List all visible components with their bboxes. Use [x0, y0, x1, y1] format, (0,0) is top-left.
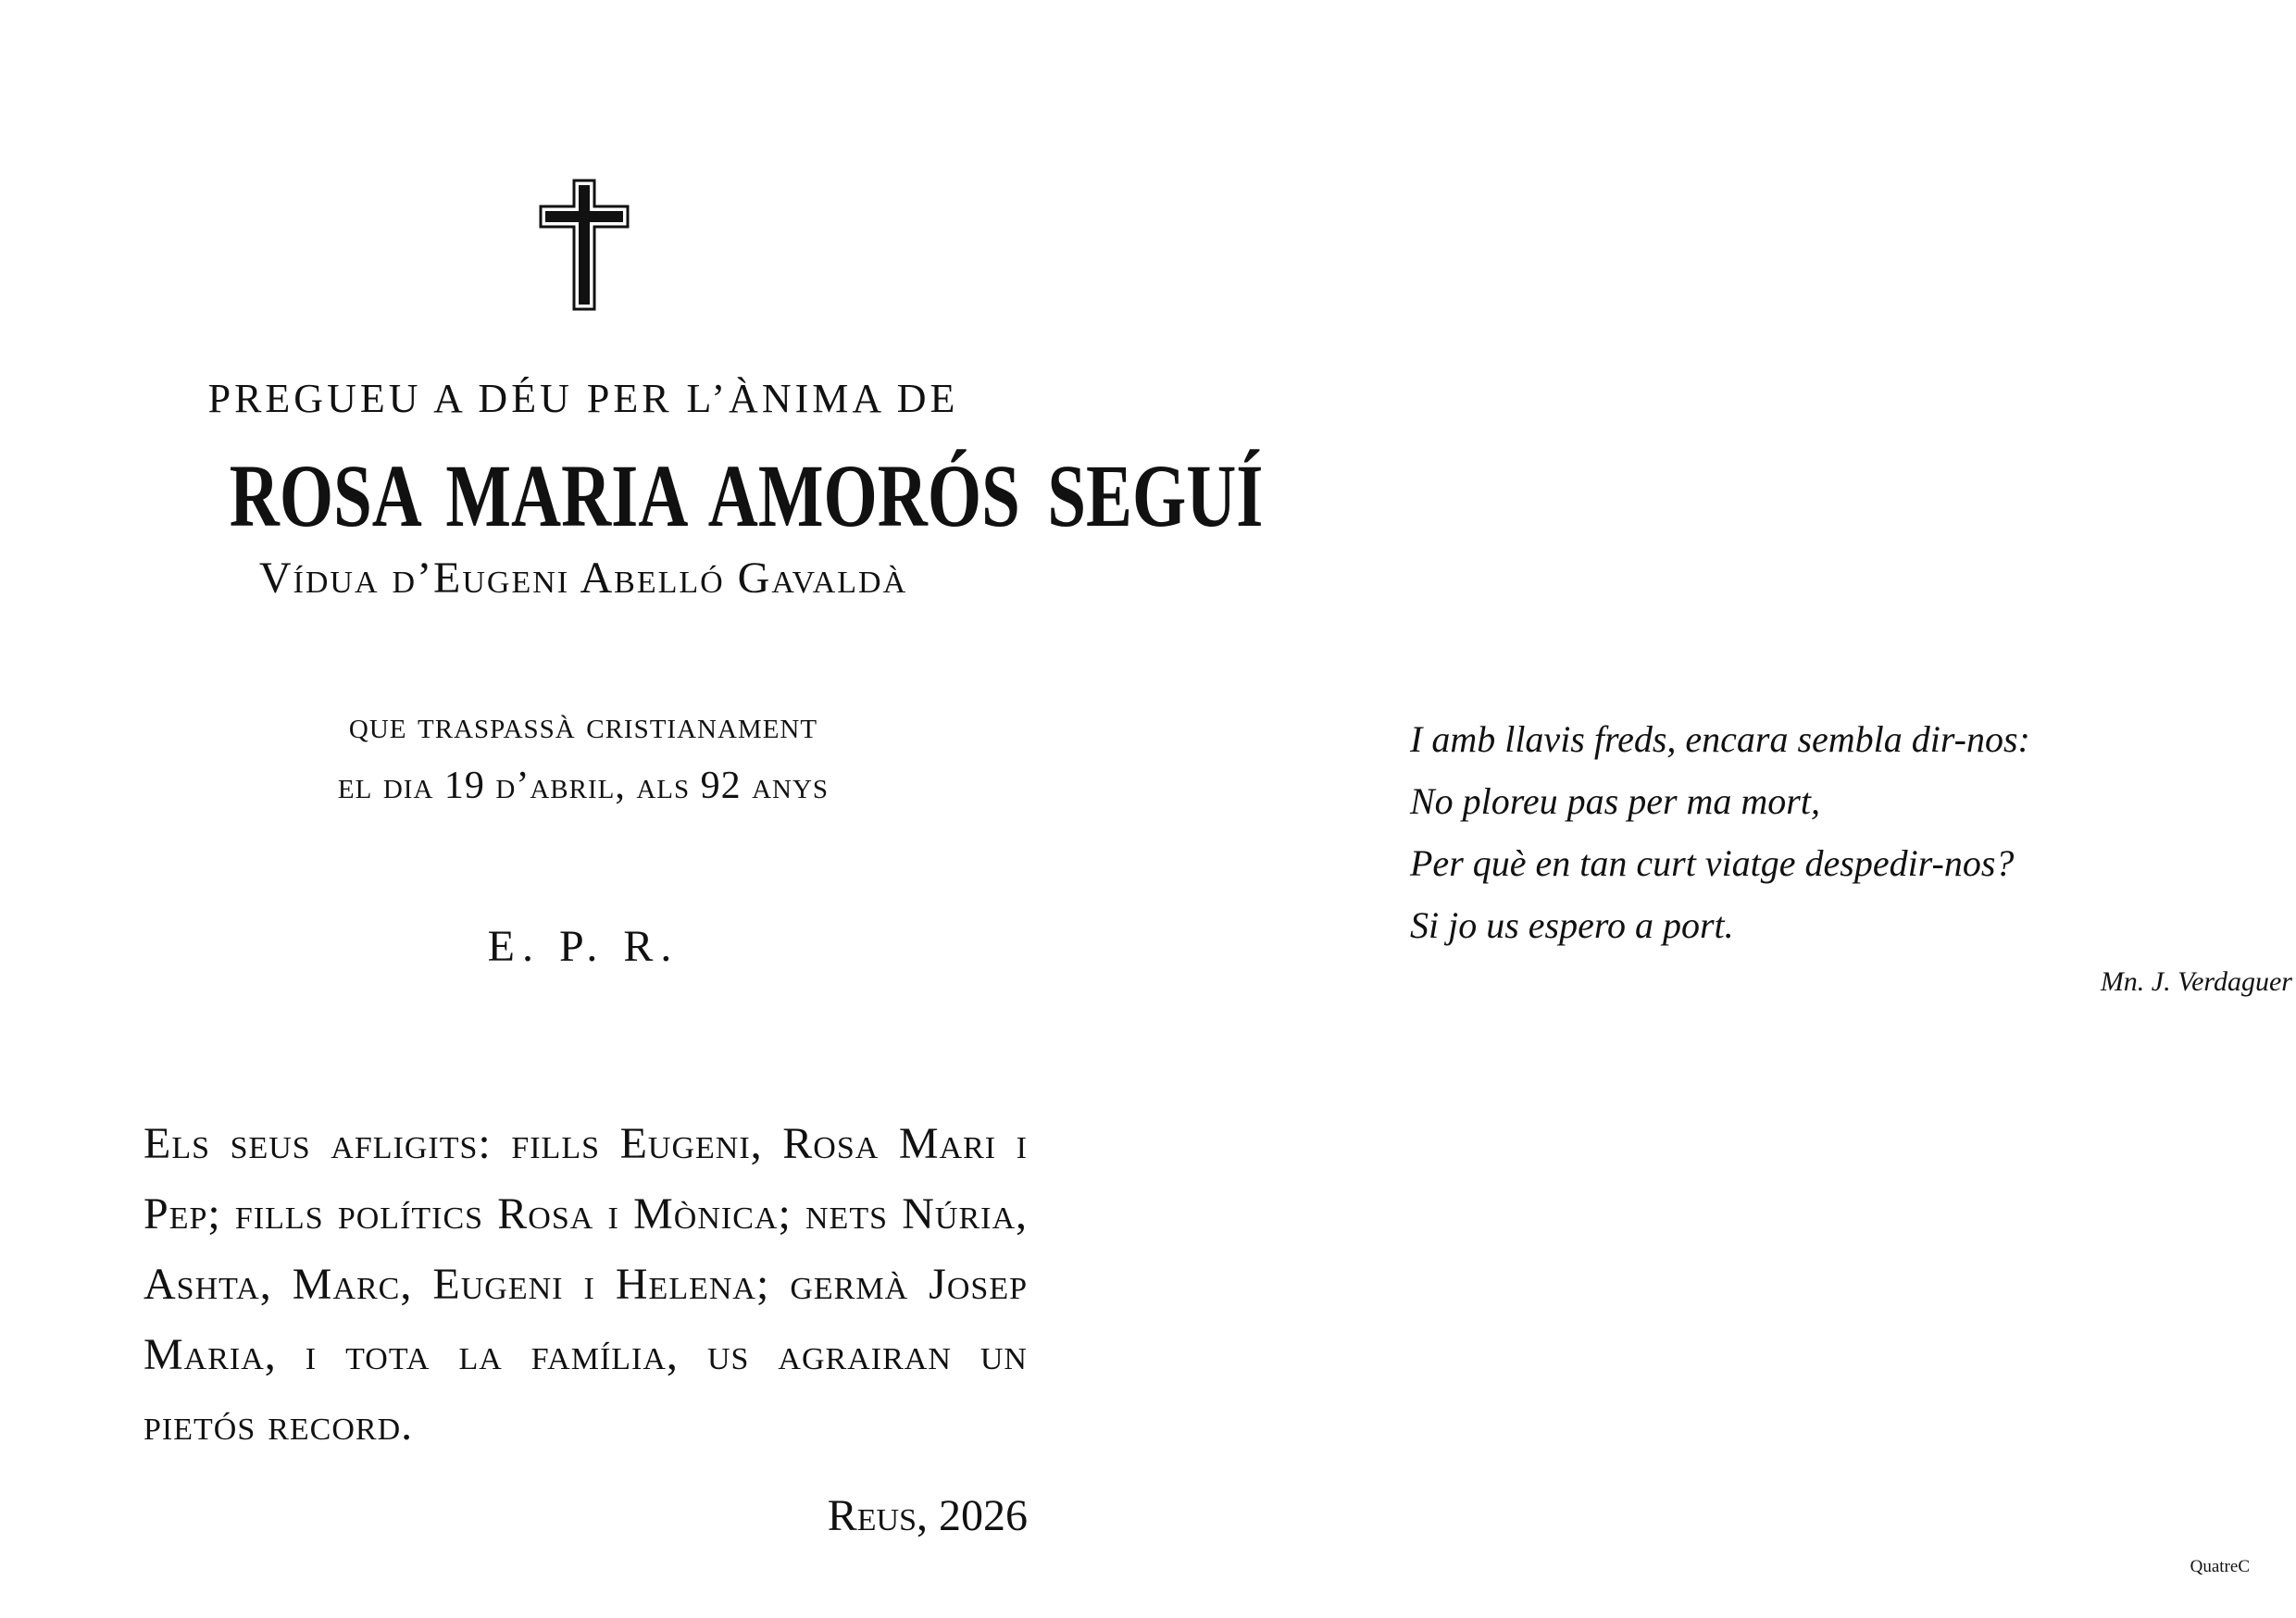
printer-mark: QuatreC: [2190, 1557, 2250, 1576]
right-panel: [1148, 0, 2296, 1618]
latin-cross-icon: [539, 179, 630, 311]
poem-line: I amb llavis freds, encara sembla dir-nos:: [1410, 718, 2030, 760]
poem-author: Mn. J. Verdaguer: [2100, 966, 2292, 997]
poem-line: Si jo us espero a port.: [1410, 904, 1734, 946]
deceased-name: ROSA MARIA AMORÓS SEGUÍ: [229, 446, 1264, 545]
epr-inscription: E. P. R.: [487, 922, 680, 971]
family-mourners-text: Els seus afligits: fills Eugeni, Rosa Mari i Pep; fills polítics Rosa i Mònica; nets Núria, Ashta, Marc, Eugeni i Helena; germà Josep Maria, i tota la família, us agrairan un pietós record.: [144, 1119, 1028, 1450]
passing-line-1: que traspassà cristianament: [348, 704, 818, 747]
place-date: Reus, 2026: [827, 1491, 1028, 1540]
widow-of-line: Vídua d’Eugeni Abelló Gavaldà: [258, 554, 908, 603]
pray-line: PREGUEU A DÉU PER L’ÀNIMA DE: [207, 376, 959, 421]
poem-line: Per què en tan curt viatge despedir-nos?: [1410, 842, 2015, 884]
poem: [1410, 708, 2243, 956]
passing-line-2: el dia 19 d’abril, als 92 anys: [337, 765, 830, 807]
poem-line: No ploreu pas per ma mort,: [1410, 780, 1820, 822]
